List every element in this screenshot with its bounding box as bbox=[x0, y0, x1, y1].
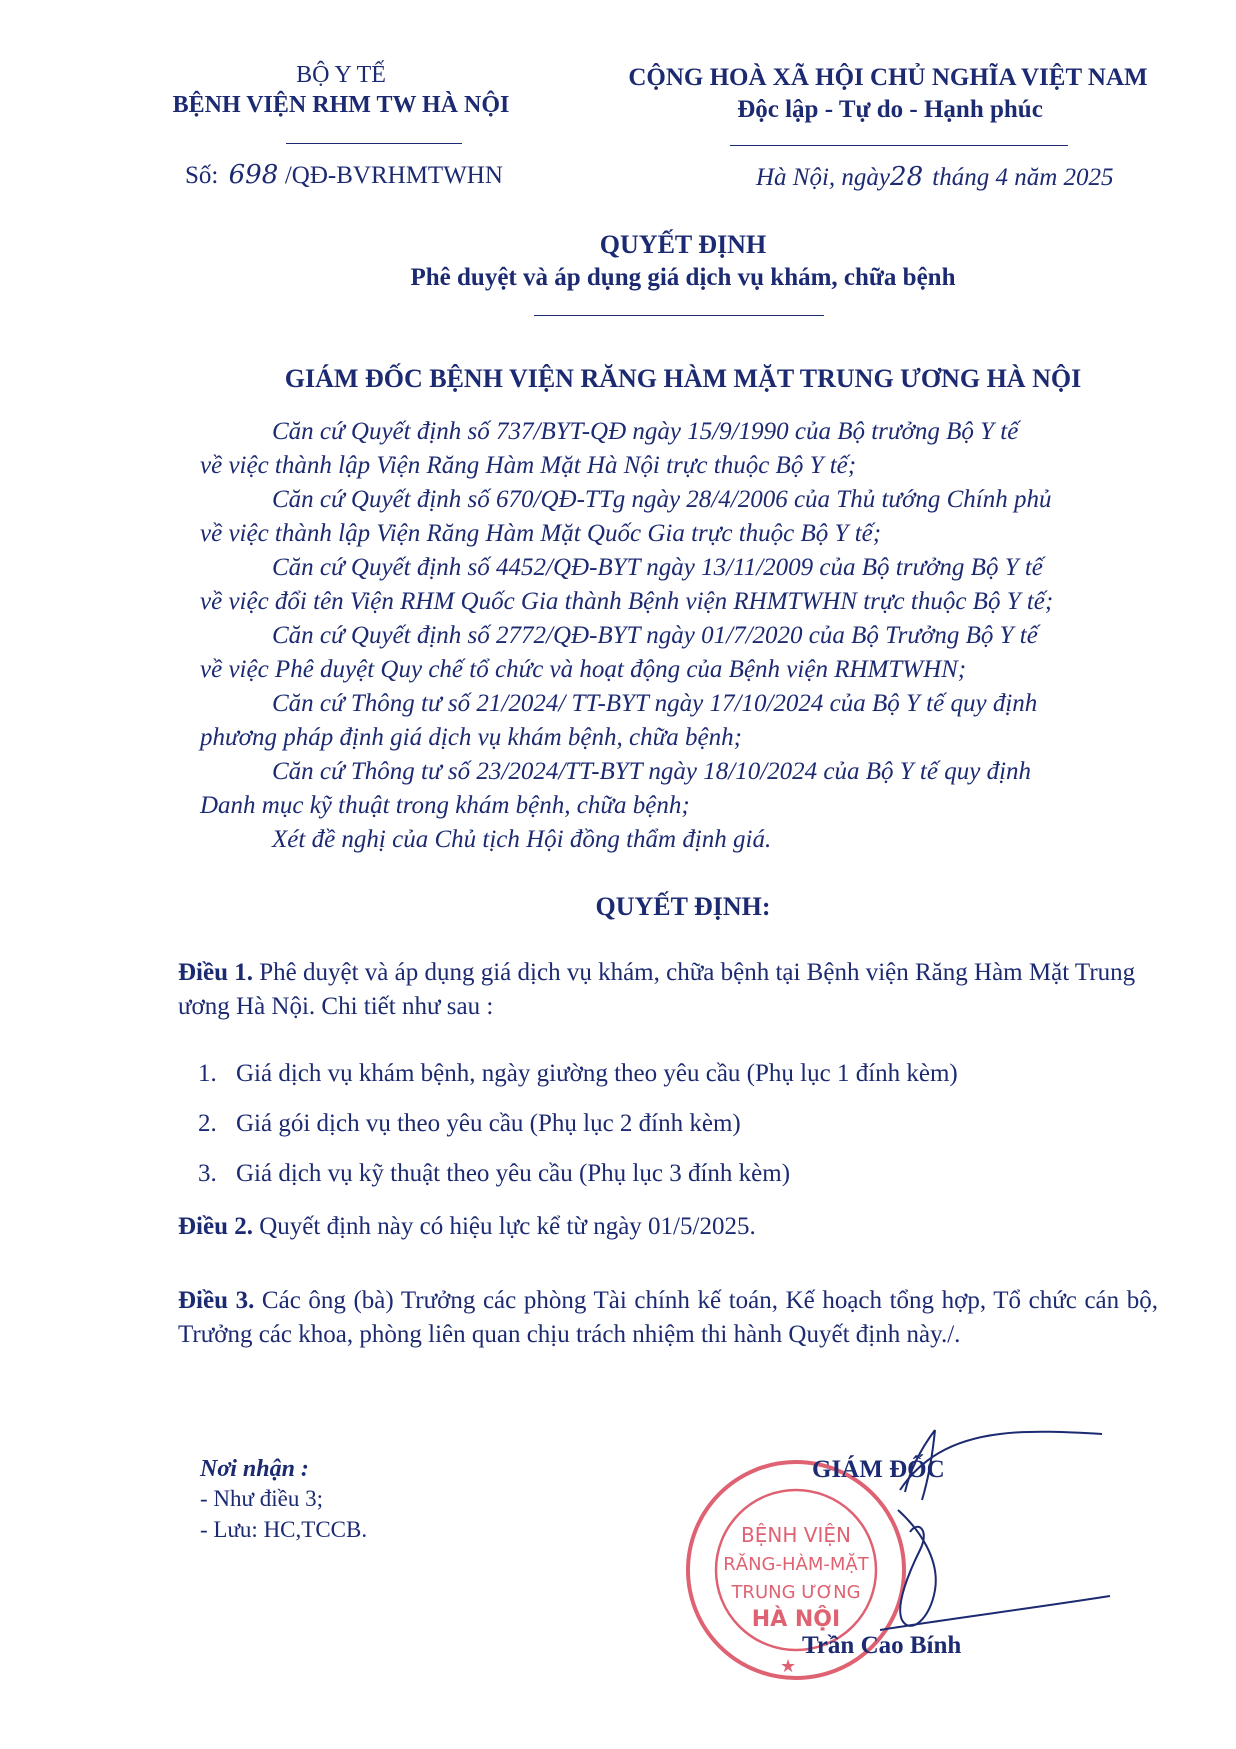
issue-date-suffix: tháng 4 năm 2025 bbox=[926, 164, 1114, 191]
article-1-item-number: 3. bbox=[198, 1160, 217, 1187]
issue-date-prefix: Hà Nội, ngày bbox=[756, 164, 891, 191]
legal-basis-line: Căn cứ Thông tư số 21/2024/ TT-BYT ngày 17/10/2024 của Bộ Y tế quy định bbox=[272, 690, 1038, 717]
stamp-line: TRUNG ƯƠNG bbox=[731, 1582, 861, 1603]
ministry-name: BỘ Y TẾ bbox=[296, 62, 386, 88]
header-right-rule bbox=[730, 145, 1068, 146]
recipients-heading: Nơi nhận : bbox=[200, 1456, 309, 1482]
legal-basis-line: Căn cứ Quyết định số 4452/QĐ-BYT ngày 13/11/2009 của Bộ trưởng Bộ Y tế bbox=[272, 554, 1043, 581]
issue-date-day-handwritten: 28 bbox=[890, 162, 924, 192]
legal-basis-line: về việc Phê duyệt Quy chế tổ chức và hoạt động của Bệnh viện RHMTWHN; bbox=[200, 656, 967, 683]
recipient-line: - Như điều 3; bbox=[200, 1486, 323, 1511]
article-1 bbox=[178, 956, 1158, 1024]
document-number-handwritten: 698 bbox=[228, 160, 279, 190]
article-2-text: Quyết định này có hiệu lực kể từ ngày 01/5/2025. bbox=[253, 1213, 756, 1240]
decision-heading: QUYẾT ĐỊNH: bbox=[595, 892, 771, 921]
article-3 bbox=[178, 1284, 1158, 1352]
stamp-line: BỆNH VIỆN bbox=[741, 1523, 851, 1547]
document-subject: Phê duyệt và áp dụng giá dịch vụ khám, chữa bệnh bbox=[410, 264, 956, 291]
country-name: CỘNG HOÀ XÃ HỘI CHỦ NGHĨA VIỆT NAM bbox=[628, 64, 1148, 91]
signer-title: GIÁM ĐỐC bbox=[812, 1456, 945, 1483]
article-1-item-text: Giá gói dịch vụ theo yêu cầu (Phụ lục 2 đính kèm) bbox=[236, 1110, 741, 1137]
article-1-item-number: 1. bbox=[198, 1060, 217, 1087]
article-1-item bbox=[198, 1160, 790, 1188]
article-2 bbox=[178, 1210, 1158, 1244]
recipient-line: - Lưu: HC,TCCB. bbox=[200, 1517, 368, 1542]
legal-basis-line: về việc thành lập Viện Răng Hàm Mặt Quốc Gia trực thuộc Bộ Y tế; bbox=[200, 520, 882, 547]
national-motto: Độc lập - Tự do - Hạnh phúc bbox=[737, 96, 1043, 123]
legal-basis-line: Căn cứ Quyết định số 737/BYT-QĐ ngày 15/9/1990 của Bộ trưởng Bộ Y tế bbox=[272, 418, 1019, 445]
legal-basis-line: Căn cứ Quyết định số 670/QĐ-TTg ngày 28/4/2006 của Thủ tướng Chính phủ bbox=[272, 486, 1052, 513]
article-1-item-number: 2. bbox=[198, 1110, 217, 1137]
legal-basis-line: Căn cứ Thông tư số 23/2024/TT-BYT ngày 18/10/2024 của Bộ Y tế quy định bbox=[272, 758, 1032, 785]
document-number-prefix: Số: bbox=[185, 162, 219, 189]
document-number bbox=[185, 160, 503, 190]
article-1-item bbox=[198, 1110, 741, 1138]
issue-date bbox=[756, 162, 1114, 192]
handwritten-signature bbox=[840, 1420, 1120, 1660]
article-3-label: Điều 3. bbox=[178, 1287, 255, 1314]
article-2-label: Điều 2. bbox=[178, 1213, 253, 1240]
signer-name: Trần Cao Bính bbox=[802, 1632, 962, 1659]
title-rule bbox=[534, 315, 824, 316]
legal-basis-line: phương pháp định giá dịch vụ khám bệnh, chữa bệnh; bbox=[200, 724, 742, 751]
article-1-item bbox=[198, 1060, 958, 1088]
legal-basis-line: Căn cứ Quyết định số 2772/QĐ-BYT ngày 01/7/2020 của Bộ Trưởng Bộ Y tế bbox=[272, 622, 1038, 649]
legal-basis-line: Xét đề nghị của Chủ tịch Hội đồng thẩm định giá. bbox=[272, 826, 772, 853]
stamp-star: ★ bbox=[780, 1656, 797, 1677]
issuing-authority: GIÁM ĐỐC BỆNH VIỆN RĂNG HÀM MẶT TRUNG ƯƠNG HÀ NỘI bbox=[284, 364, 1082, 393]
article-1-text: Phê duyệt và áp dụng giá dịch vụ khám, chữa bệnh tại Bệnh viện Răng Hàm Mặt Trung ương Hà Nội. Chi tiết như sau : bbox=[178, 959, 1136, 1020]
signature-stroke bbox=[905, 1430, 935, 1500]
document-title: QUYẾT ĐỊNH bbox=[599, 230, 767, 259]
hospital-name: BỆNH VIỆN RHM TW HÀ NỘI bbox=[172, 92, 510, 118]
article-1-item-text: Giá dịch vụ khám bệnh, ngày giường theo yêu cầu (Phụ lục 1 đính kèm) bbox=[236, 1060, 958, 1087]
article-1-label: Điều 1. bbox=[178, 959, 253, 986]
article-1-item-text: Giá dịch vụ kỹ thuật theo yêu cầu (Phụ lục 3 đính kèm) bbox=[236, 1160, 791, 1187]
legal-basis-line: về việc thành lập Viện Răng Hàm Mặt Hà Nội trực thuộc Bộ Y tế; bbox=[200, 452, 857, 479]
legal-basis-line: Danh mục kỹ thuật trong khám bệnh, chữa bệnh; bbox=[200, 792, 690, 819]
article-3-text: Các ông (bà) Trưởng các phòng Tài chính kế toán, Kế hoạch tổng hợp, Tổ chức cán bộ, Trưởng các khoa, phòng liên quan chịu trách nhiệm thi hành Quyết định này./. bbox=[178, 1287, 1158, 1348]
stamp-line: HÀ NỘI bbox=[751, 1607, 841, 1632]
document-number-suffix: /QĐ-BVRHMTWHN bbox=[284, 162, 503, 189]
legal-basis-line: về việc đổi tên Viện RHM Quốc Gia thành Bệnh viện RHMTWHN trực thuộc Bộ Y tế; bbox=[200, 588, 1054, 615]
signature-stroke bbox=[880, 1596, 1110, 1630]
signature-stroke bbox=[898, 1510, 936, 1626]
stamp-line: RĂNG-HÀM-MẶT bbox=[723, 1554, 869, 1575]
header-left-rule bbox=[286, 143, 462, 144]
